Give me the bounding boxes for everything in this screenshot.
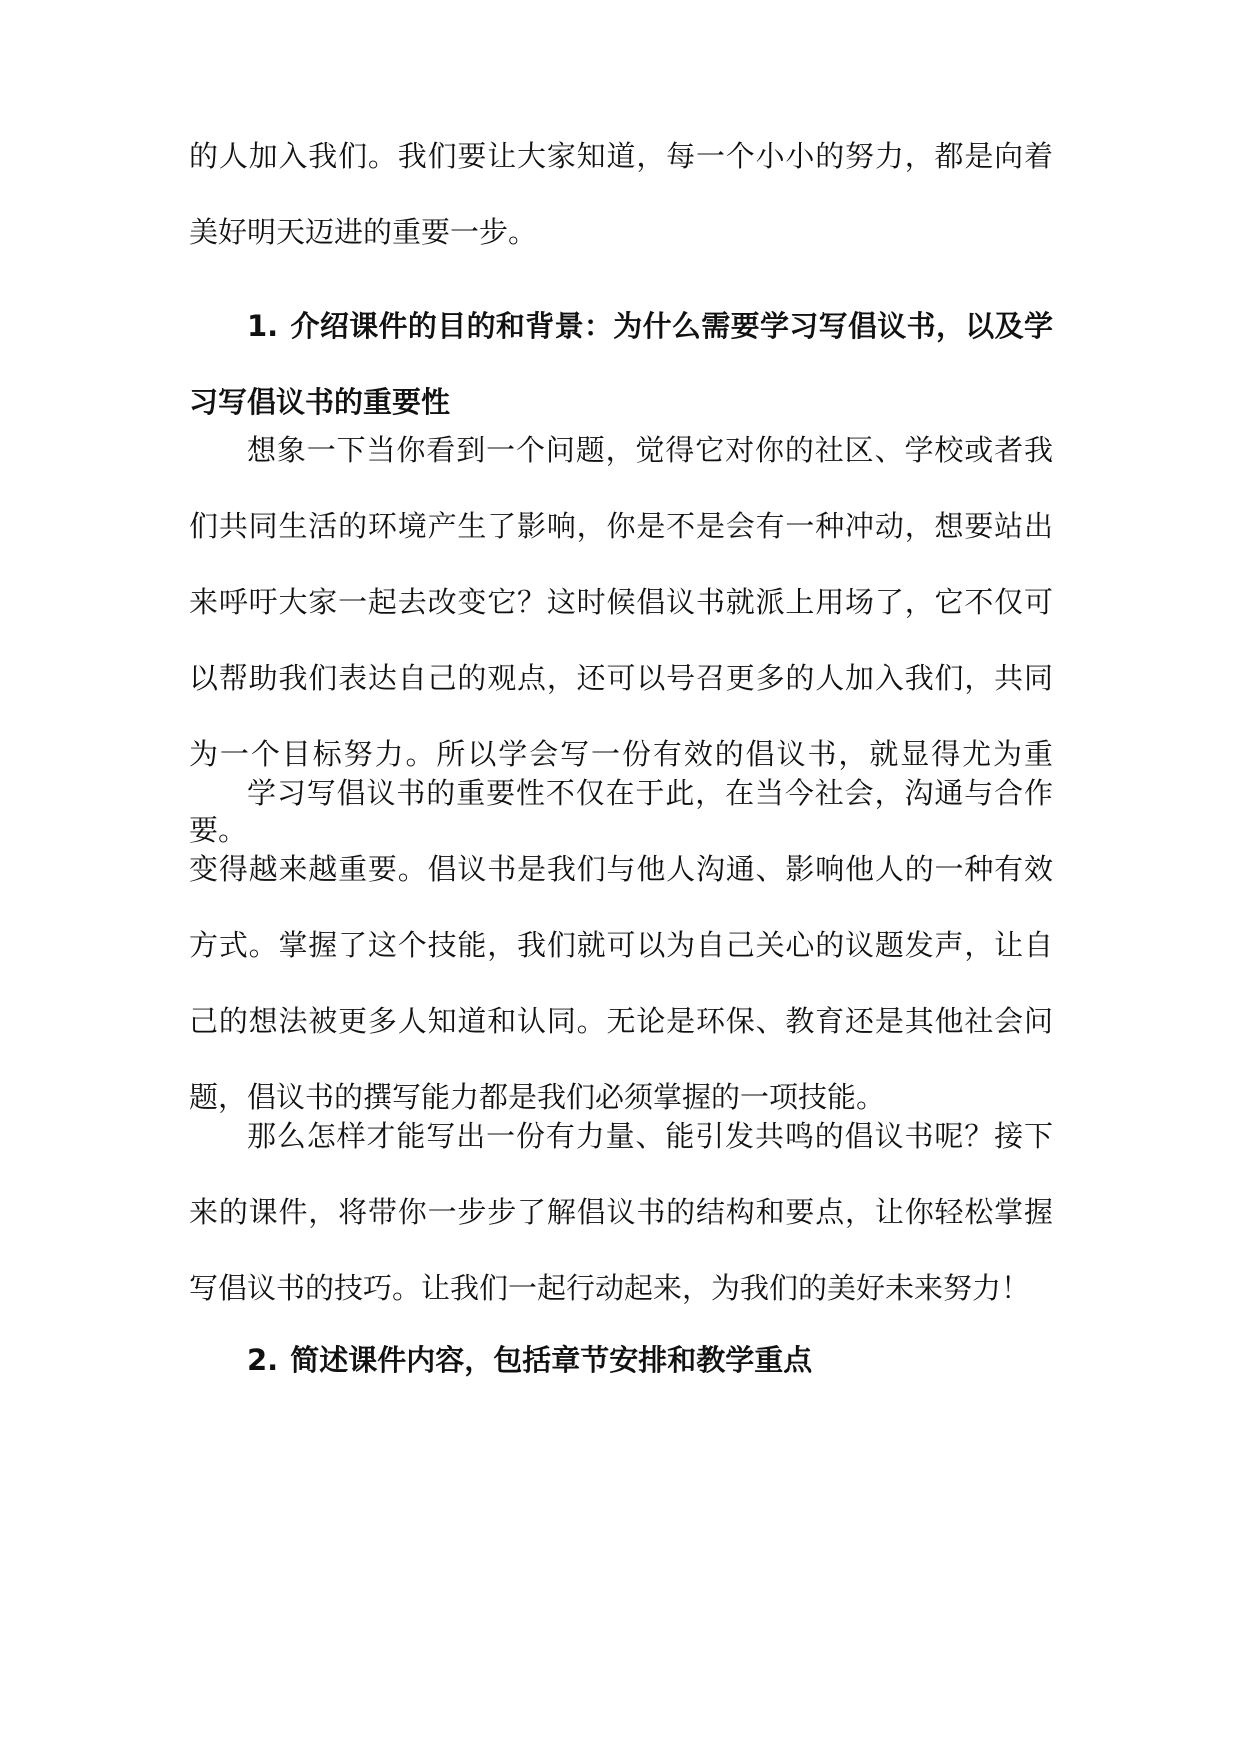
paragraph-importance: 学习写倡议书的重要性不仅在于此，在当今社会，沟通与合作变得越来越重要。倡议书是我们与他人沟通、影响他人的一种有效方式。掌握了这个技能，我们就可以为自己关心的议题发声，让自己的想法被更多人知道和认同。无论是环保、教育还是其他社会问题，倡议书的撰写能力都是我们必须掌握的一项技能。 bbox=[189, 776, 1053, 1114]
paragraph-next-steps: 那么怎样才能写出一份有力量、能引发共鸣的倡议书呢？接下来的课件，将带你一步步了解倡议书的结构和要点，让你轻松掌握写倡议书的技巧。让我们一起行动起来，为我们的美好未来努力！ bbox=[189, 1119, 1053, 1305]
paragraph-intro: 想象一下当你看到一个问题，觉得它对你的社区、学校或者我们共同生活的环境产生了影响，你是不是会有一种冲动，想要站出来呼吁大家一起去改变它？这时候倡议书就派上用场了，它不仅可以帮助我们表达自己的观点，还可以号召更多的人加入我们，共同为一个目标努力。所以学会写一份有效的倡议书，就显得尤为重要。 bbox=[189, 433, 1053, 847]
paragraph-continuation: 的人加入我们。我们要让大家知道，每一个小小的努力，都是向着美好明天迈进的重要一步。 bbox=[189, 139, 1053, 249]
section-heading-2-text: 简述课件内容，包括章节安排和教学重点 bbox=[290, 1343, 813, 1377]
section-heading-1-number: 1. bbox=[247, 309, 279, 343]
section-heading-1-text: 介绍课件的目的和背景：为什么需要学习写倡议书，以及学习写倡议书的重要性 bbox=[189, 309, 1053, 419]
section-heading-2 bbox=[189, 1322, 1053, 1398]
section-heading-2-number: 2. bbox=[247, 1343, 279, 1377]
